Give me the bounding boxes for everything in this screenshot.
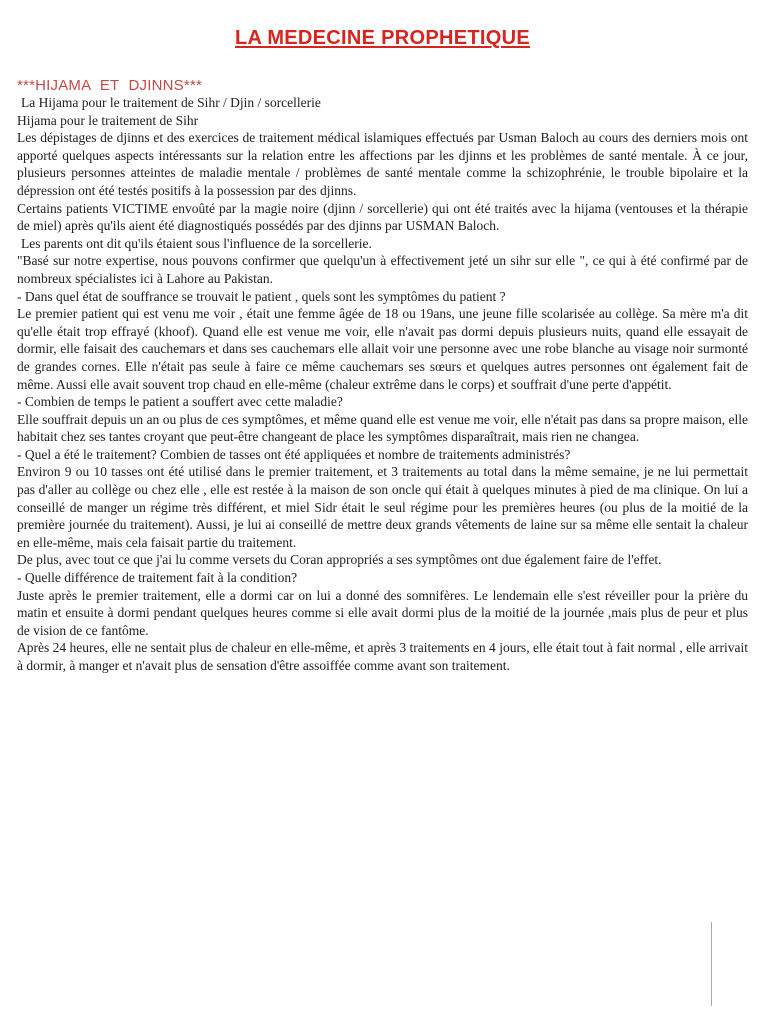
parents-line: Les parents ont dit qu'ils étaient sous l'influence de la sorcellerie. — [21, 235, 372, 251]
paragraph-screenings: Les dépistages de djinns et des exercices de traitement médical islamiques effectués par Usman Baloch au cours des derniers mois ont apporté quelques aspects intéressants sur la relation entre les affections par les djinns et les problèmes de santé mentale. À ce jour, plusieurs personnes atteintes de maladie mentale / problèmes de santé mentale comme la schizophrénie, le trouble bipolaire et la dépression ont été testés positifs à la possession par des djinns. — [17, 130, 748, 198]
intro-line: La Hijama pour le traitement de Sihr / Djin / sorcellerie — [21, 95, 321, 110]
paragraph-duration: Elle souffrait depuis un an ou plus de ces symptômes, et même quand elle est venue me voir, elle n'était pas dans sa propre maison, elle habitait chez ses tantes croyant que peut-être changeant de place les symptômes disparaîtrait, mais rien ne changea. — [17, 411, 748, 445]
paragraph-recovery: Après 24 heures, elle ne sentait plus de chaleur en elle-même, et après 3 traitements en 4 jours, elle était tout à fait normal , elle arrivait à dormir, à manger et n'avait plus de sensation d'être assoiffée comme avant son traitement. — [17, 640, 748, 673]
question-line: - Quel a été le traitement? Combien de tasses ont été appliquées et nombre de traitements administrés? — [17, 446, 571, 462]
question-line: - Combien de temps le patient a souffert avec cette maladie? — [17, 394, 343, 410]
section-line: Hijama pour le traitement de Sihr — [17, 112, 199, 128]
paragraph-victims: Certains patients VICTIME envoûté par la magie noire (djinn / sorcellerie) qui ont été traités avec la hijama (ventouses et la thérapie de miel) après qu'ils aient été diagnostiqués possédés par des djinns par USMAN Baloch. — [17, 200, 748, 234]
question-line: - Dans quel état de souffrance se trouvait le patient , quels sont les symptômes du patient ? — [17, 288, 506, 304]
paragraph-after-treatment: Juste après le premier traitement, elle a dormi car on lui a donné des somnifères. Le lendemain elle s'est réveiller pour la prière du matin et ensuite à dormi pendant quelques heures comme si elle avait dormi plus de la moitié de la journée ,mais plus de peur et plus de vision de ce fantôme. — [17, 587, 748, 638]
document-title-text: LA MEDECINE PROPHETIQUE — [234, 27, 531, 49]
paragraph-expert-quote: "Basé sur notre expertise, nous pouvons confirmer que quelqu'un à effectivement jeté un sihr sur elle ", ce qui à été confirmé par de nombreux spécialistes ici à Lahore au Pakistan. — [17, 253, 748, 286]
stray-vertical-line — [711, 922, 712, 1006]
paragraph-coran: De plus, avec tout ce que j'ai lu comme versets du Coran appropriés a ses symptômes ont due également faire de l'effet. — [17, 552, 662, 568]
paragraph-treatment: Environ 9 ou 10 tasses ont été utilisé dans le premier traitement, et 3 traitements au total dans la même semaine, je ne lui permettait pas d'aller au collège ou chez elle , elle est restée à la maison de son oncle qui était à quelques minutes à pied de ma clinique. On lui a conseillé de manger un régime très différent, et miel Sidr était le seul régime pour les premières heures (ou plus de la moitié de la première journée du traitement). Aussi, je lui ai conseillé de mettre deux grands vêtements de laine sur sa même elle sentait la chaleur en elle-même, mais cela faisait partie du traitement. — [17, 464, 748, 550]
document-title — [17, 27, 748, 50]
question-line: - Quelle différence de traitement fait à la condition? — [17, 570, 298, 586]
section-heading-hijama-djinns: ***HIJAMA ET DJINNS*** — [17, 77, 203, 94]
question-answer-block — [17, 288, 748, 394]
answer-text: Le premier patient qui est venu me voir , était une femme âgée de 18 ou 19ans, une jeune fille scolarisée au collège. Sa mère m'a dit qu'elle était trop effrayé (khoof). Quand elle est venue me voir, elle n'avait pas dormi depuis plusieurs nuits, quand elle essayait de dormir, elle faisait des cauchemars et dans ses cauchemars elle allait voir une personne avec une robe blanche au visage noir surmonté de grandes cornes. Elle n'était pas seule à faire ce même cauchemars ses sœurs et quelques autres personnes ont également fait de même. Aussi elle avait souvent trop chaud en elle-même (chaleur extrême dans le corps) et souffrait d'une perte d'appétit. — [17, 306, 748, 392]
